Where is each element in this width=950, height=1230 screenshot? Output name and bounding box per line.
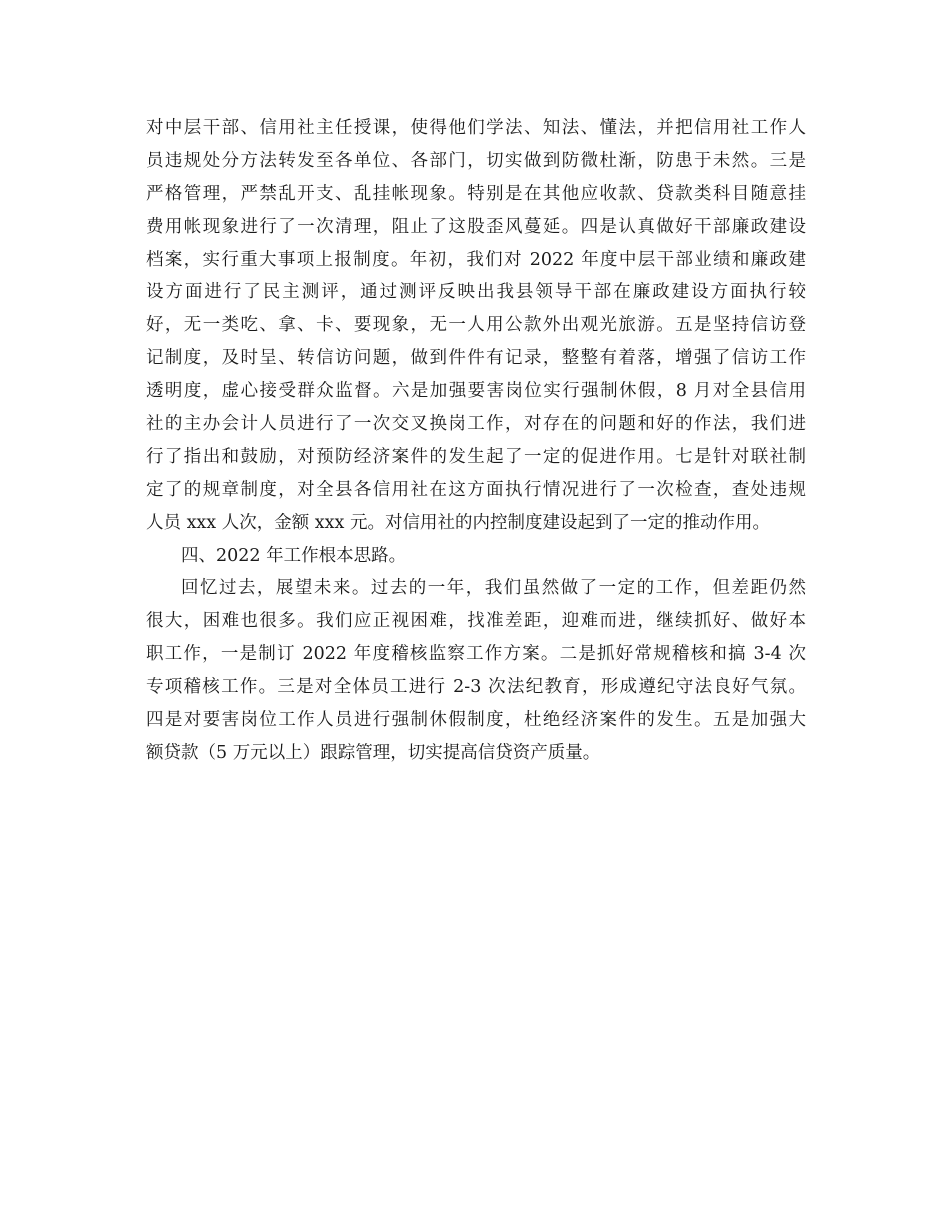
text-line: 好，无一类吃、拿、卡、要现象，无一人用公款外出观光旅游。五是坚持信访登: [146, 315, 806, 336]
text-line: 设方面进行了民主测评，通过测评反映出我县领导干部在廉政建设方面执行较: [146, 282, 806, 303]
text-line: 额贷款（5 万元以上）跟踪管理，切实提高信贷资产质量。: [146, 742, 601, 763]
section-heading: 四、2022 年工作根本思路。: [181, 545, 407, 566]
text-line: 四是对要害岗位工作人员进行强制休假制度，杜绝经济案件的发生。五是加强大: [146, 710, 806, 731]
document-body: [146, 112, 806, 770]
text-line: 专项稽核工作。三是对全体员工进行 2-3 次法纪教育，形成遵纪守法良好气氛。: [146, 677, 806, 698]
text-line: 职工作，一是制订 2022 年度稽核监察工作方案。二是抓好常规稽核和搞 3-4 次: [146, 644, 806, 665]
text-line: 回忆过去，展望未来。过去的一年，我们虽然做了一定的工作，但差距仍然: [181, 578, 806, 599]
text-line: 行了指出和鼓励，对预防经济案件的发生起了一定的促进作用。七是针对联社制: [146, 446, 806, 467]
text-line: 费用帐现象进行了一次清理，阻止了这股歪风蔓延。四是认真做好干部廉政建设: [146, 216, 806, 237]
text-line: 档案，实行重大事项上报制度。年初，我们对 2022 年度中层干部业绩和廉政建: [146, 249, 806, 270]
text-line: 社的主办会计人员进行了一次交叉换岗工作，对存在的问题和好的作法，我们进: [146, 414, 806, 435]
text-line: 定了的规章制度，对全县各信用社在这方面执行情况进行了一次检查，查处违规: [146, 479, 806, 500]
text-line: 人员 xxx 人次，金额 xxx 元。对信用社的内控制度建设起到了一定的推动作用。: [146, 512, 770, 533]
text-line: 严格管理，严禁乱开支、乱挂帐现象。特别是在其他应收款、贷款类科目随意挂: [146, 183, 806, 204]
text-line: 记制度，及时呈、转信访问题，做到件件有记录，整整有着落，增强了信访工作: [146, 348, 806, 369]
text-line: 很大，困难也很多。我们应正视困难，找准差距，迎难而进，继续抓好、做好本: [146, 611, 806, 632]
text-line: 透明度，虚心接受群众监督。六是加强要害岗位实行强制休假，8 月对全县信用: [146, 381, 806, 402]
text-line: 员违规处分方法转发至各单位、各部门，切实做到防微杜渐，防患于未然。三是: [146, 150, 806, 171]
text-line: 对中层干部、信用社主任授课，使得他们学法、知法、懂法，并把信用社工作人: [146, 118, 806, 138]
